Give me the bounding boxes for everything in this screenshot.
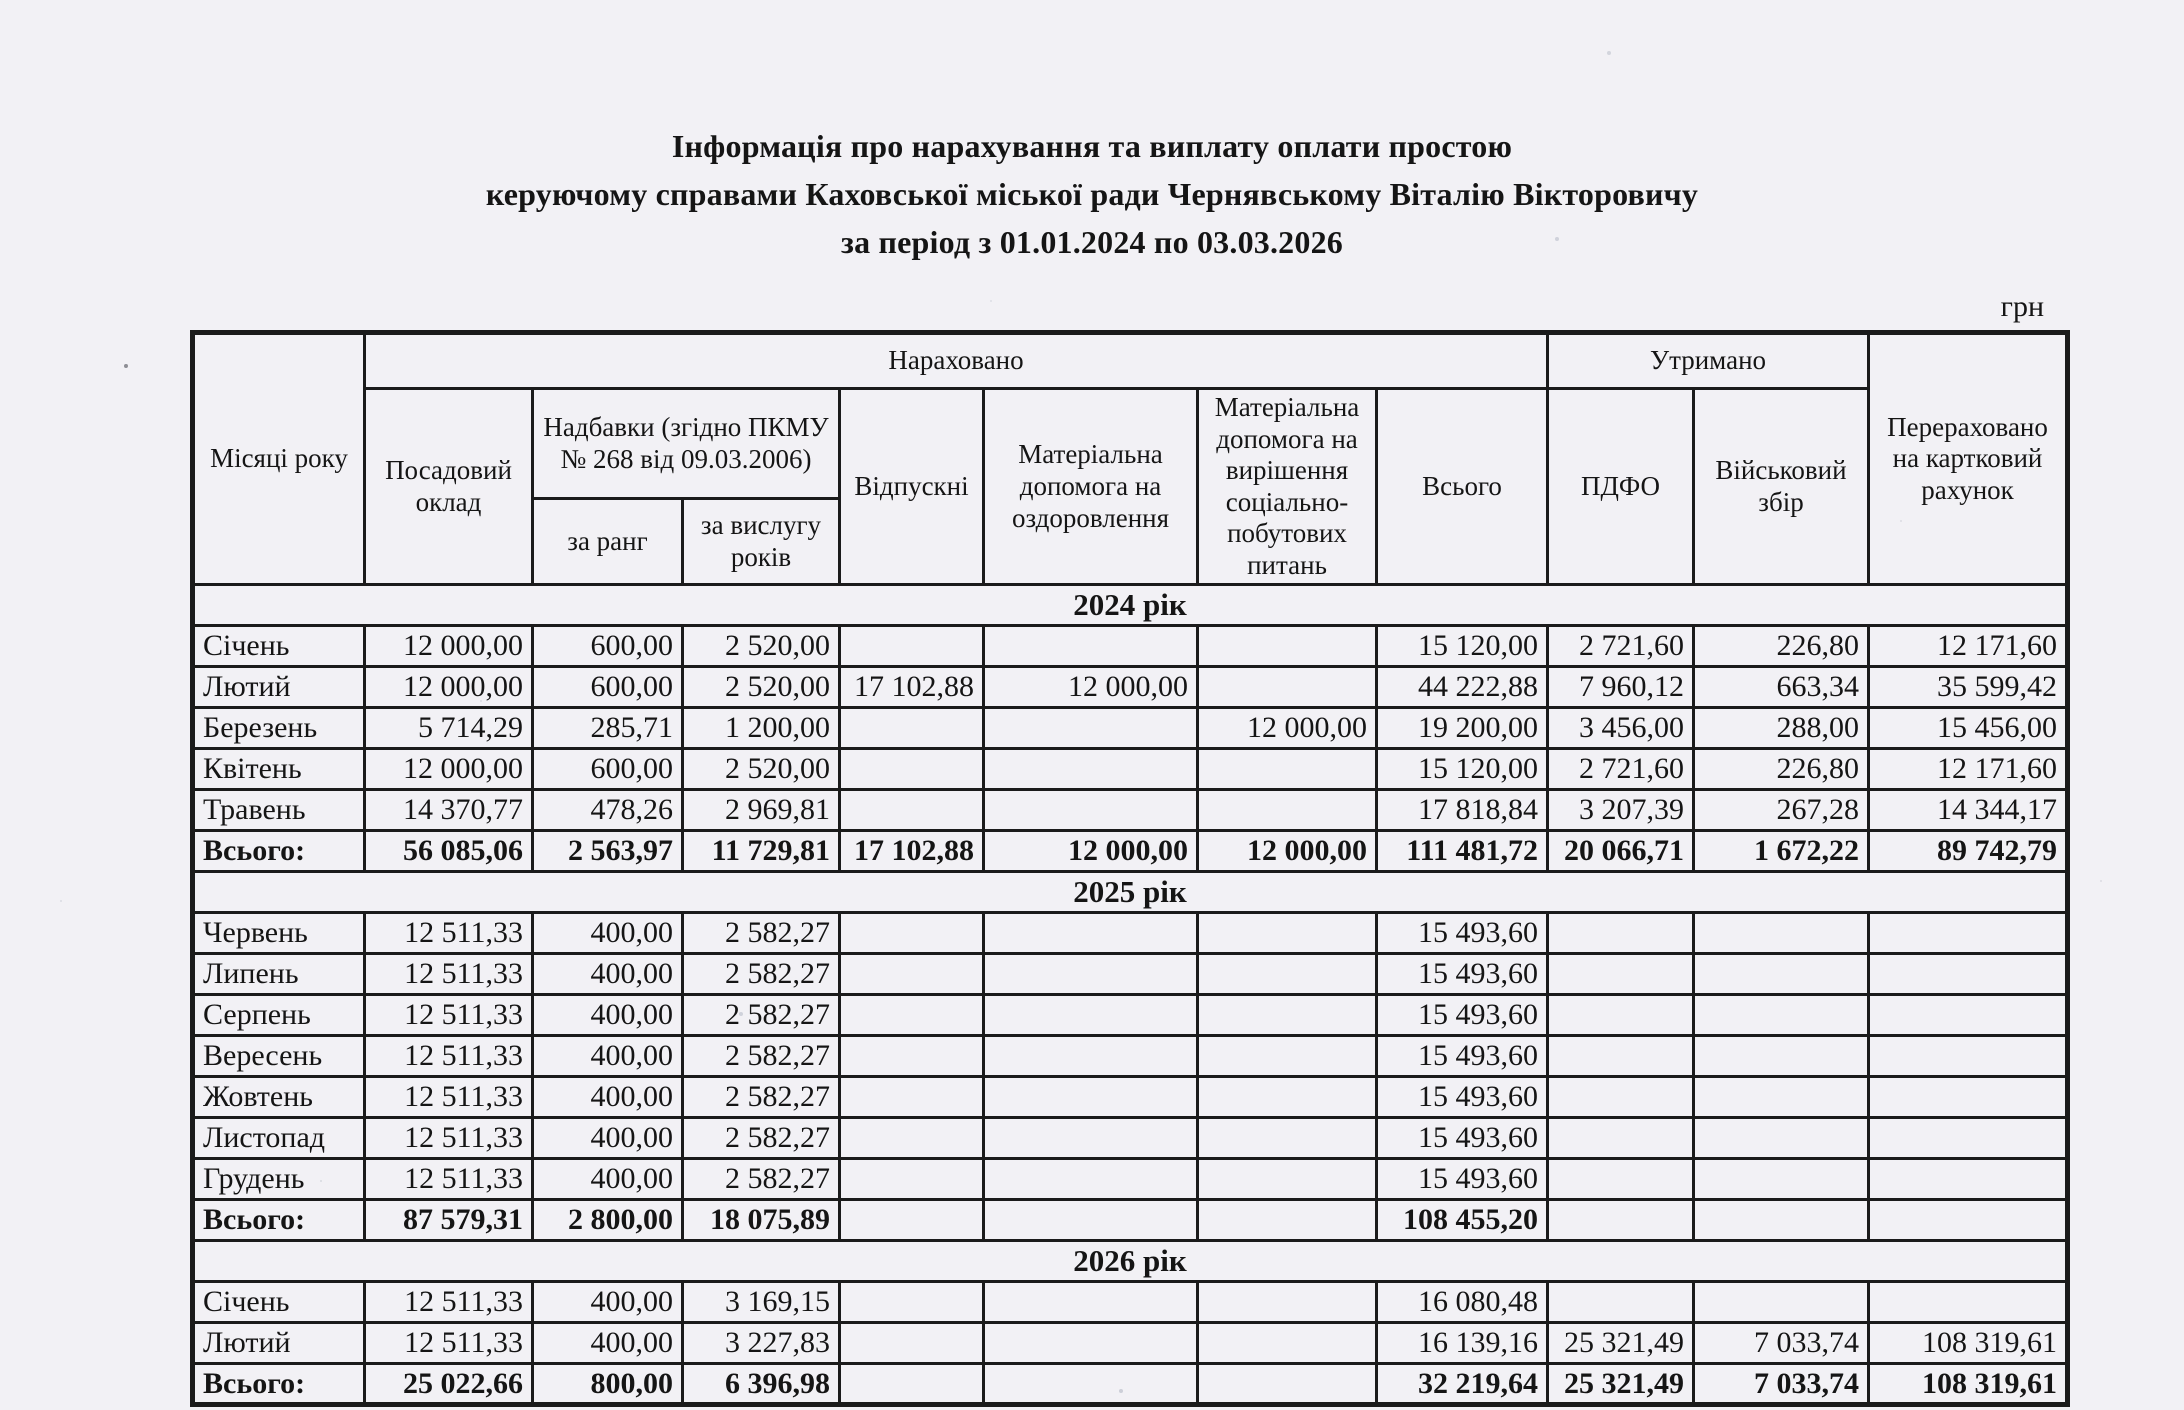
value-cell: 2 800,00 bbox=[533, 1200, 683, 1241]
value-cell bbox=[1198, 1118, 1377, 1159]
header-seniority: за вислугу років bbox=[683, 499, 840, 585]
value-cell bbox=[1548, 1077, 1694, 1118]
value-cell: 108 319,61 bbox=[1869, 1323, 2068, 1364]
value-cell bbox=[1694, 913, 1869, 954]
month-cell: Вересень bbox=[193, 1036, 365, 1077]
value-cell: 7 960,12 bbox=[1548, 667, 1694, 708]
value-cell bbox=[1694, 1200, 1869, 1241]
month-cell: Лютий bbox=[193, 667, 365, 708]
value-cell bbox=[984, 708, 1198, 749]
scan-speckles bbox=[0, 0, 2, 2]
value-cell: 2 582,27 bbox=[683, 1118, 840, 1159]
month-cell: Липень bbox=[193, 954, 365, 995]
value-cell: 12 511,33 bbox=[365, 1118, 533, 1159]
value-cell bbox=[1198, 1364, 1377, 1405]
value-cell bbox=[984, 790, 1198, 831]
value-cell bbox=[1694, 1282, 1869, 1323]
value-cell: 1 200,00 bbox=[683, 708, 840, 749]
header-vacation: Відпускні bbox=[840, 389, 984, 585]
value-cell: 12 000,00 bbox=[365, 626, 533, 667]
title-line-2: керуючому справами Каховської міської ради Чернявському Віталію Вікторовичу bbox=[485, 176, 1699, 212]
value-cell bbox=[1198, 626, 1377, 667]
value-cell: 3 456,00 bbox=[1548, 708, 1694, 749]
value-cell: 400,00 bbox=[533, 1036, 683, 1077]
value-cell bbox=[1548, 995, 1694, 1036]
header-rank: за ранг bbox=[533, 499, 683, 585]
value-cell bbox=[840, 954, 984, 995]
value-cell: 3 207,39 bbox=[1548, 790, 1694, 831]
value-cell: 12 000,00 bbox=[984, 831, 1198, 872]
value-cell: 226,80 bbox=[1694, 626, 1869, 667]
value-cell bbox=[1198, 913, 1377, 954]
value-cell bbox=[840, 913, 984, 954]
value-cell bbox=[984, 1118, 1198, 1159]
value-cell: 12 000,00 bbox=[1198, 708, 1377, 749]
header-transferred: Перераховано на картковий рахунок bbox=[1869, 333, 2068, 585]
value-cell: 15 493,60 bbox=[1377, 1159, 1548, 1200]
value-cell: 6 396,98 bbox=[683, 1364, 840, 1405]
value-cell: 7 033,74 bbox=[1694, 1323, 1869, 1364]
value-cell: 2 520,00 bbox=[683, 626, 840, 667]
value-cell: 12 511,33 bbox=[365, 1036, 533, 1077]
value-cell: 35 599,42 bbox=[1869, 667, 2068, 708]
value-cell bbox=[1694, 1077, 1869, 1118]
month-cell: Грудень bbox=[193, 1159, 365, 1200]
value-cell bbox=[1548, 954, 1694, 995]
value-cell bbox=[984, 1159, 1198, 1200]
value-cell: 2 582,27 bbox=[683, 913, 840, 954]
value-cell: 3 169,15 bbox=[683, 1282, 840, 1323]
value-cell: 25 022,66 bbox=[365, 1364, 533, 1405]
value-cell: 15 493,60 bbox=[1377, 1118, 1548, 1159]
value-cell: 108 455,20 bbox=[1377, 1200, 1548, 1241]
value-cell: 663,34 bbox=[1694, 667, 1869, 708]
value-cell bbox=[1548, 1200, 1694, 1241]
value-cell: 44 222,88 bbox=[1377, 667, 1548, 708]
value-cell: 288,00 bbox=[1694, 708, 1869, 749]
value-cell: 2 582,27 bbox=[683, 1159, 840, 1200]
value-cell: 15 456,00 bbox=[1869, 708, 2068, 749]
value-cell: 108 319,61 bbox=[1869, 1364, 2068, 1405]
value-cell bbox=[1198, 1323, 1377, 1364]
value-cell: 15 120,00 bbox=[1377, 626, 1548, 667]
value-cell: 800,00 bbox=[533, 1364, 683, 1405]
value-cell: 5 714,29 bbox=[365, 708, 533, 749]
value-cell: 12 000,00 bbox=[365, 667, 533, 708]
value-cell: 12 171,60 bbox=[1869, 749, 2068, 790]
value-cell: 17 818,84 bbox=[1377, 790, 1548, 831]
value-cell: 19 200,00 bbox=[1377, 708, 1548, 749]
value-cell bbox=[984, 1036, 1198, 1077]
value-cell bbox=[1548, 1036, 1694, 1077]
value-cell bbox=[1198, 1282, 1377, 1323]
header-months: Місяці року bbox=[193, 333, 365, 585]
month-cell: Січень bbox=[193, 626, 365, 667]
value-cell: 12 000,00 bbox=[365, 749, 533, 790]
value-cell: 25 321,49 bbox=[1548, 1323, 1694, 1364]
value-cell: 12 171,60 bbox=[1869, 626, 2068, 667]
month-cell: Червень bbox=[193, 913, 365, 954]
value-cell: 400,00 bbox=[533, 1159, 683, 1200]
document-title bbox=[0, 122, 2184, 266]
value-cell bbox=[984, 626, 1198, 667]
value-cell bbox=[1694, 1159, 1869, 1200]
value-cell: 12 000,00 bbox=[984, 667, 1198, 708]
value-cell: 400,00 bbox=[533, 1323, 683, 1364]
value-cell bbox=[984, 954, 1198, 995]
value-cell: 2 582,27 bbox=[683, 1036, 840, 1077]
value-cell bbox=[1869, 1159, 2068, 1200]
value-cell bbox=[1869, 1282, 2068, 1323]
value-cell bbox=[1869, 954, 2068, 995]
header-material-health: Матеріальна допомога на оздоровлення bbox=[984, 389, 1198, 585]
value-cell: 17 102,88 bbox=[840, 831, 984, 872]
value-cell: 2 520,00 bbox=[683, 667, 840, 708]
header-pdfo: ПДФО bbox=[1548, 389, 1694, 585]
value-cell bbox=[840, 1200, 984, 1241]
value-cell bbox=[1198, 790, 1377, 831]
value-cell: 2 520,00 bbox=[683, 749, 840, 790]
value-cell bbox=[984, 913, 1198, 954]
header-salary: Посадовий оклад bbox=[365, 389, 533, 585]
value-cell: 56 085,06 bbox=[365, 831, 533, 872]
value-cell bbox=[840, 749, 984, 790]
value-cell bbox=[1869, 1118, 2068, 1159]
month-cell: Листопад bbox=[193, 1118, 365, 1159]
year-band: 2024 рік bbox=[193, 585, 2068, 626]
value-cell bbox=[1198, 954, 1377, 995]
month-cell: Січень bbox=[193, 1282, 365, 1323]
value-cell: 17 102,88 bbox=[840, 667, 984, 708]
value-cell: 87 579,31 bbox=[365, 1200, 533, 1241]
value-cell: 25 321,49 bbox=[1548, 1364, 1694, 1405]
value-cell bbox=[1694, 1036, 1869, 1077]
value-cell bbox=[1869, 1036, 2068, 1077]
value-cell bbox=[1198, 1200, 1377, 1241]
value-cell: 400,00 bbox=[533, 1118, 683, 1159]
value-cell: 400,00 bbox=[533, 913, 683, 954]
value-cell: 12 511,33 bbox=[365, 1159, 533, 1200]
value-cell bbox=[984, 1282, 1198, 1323]
value-cell bbox=[840, 1118, 984, 1159]
header-total: Всього bbox=[1377, 389, 1548, 585]
value-cell bbox=[1694, 1118, 1869, 1159]
value-cell: 20 066,71 bbox=[1548, 831, 1694, 872]
value-cell bbox=[840, 1323, 984, 1364]
value-cell bbox=[840, 1077, 984, 1118]
value-cell: 15 493,60 bbox=[1377, 913, 1548, 954]
value-cell: 1 672,22 bbox=[1694, 831, 1869, 872]
value-cell: 600,00 bbox=[533, 626, 683, 667]
value-cell bbox=[1869, 995, 2068, 1036]
value-cell bbox=[1198, 1036, 1377, 1077]
value-cell: 7 033,74 bbox=[1694, 1364, 1869, 1405]
value-cell: 600,00 bbox=[533, 749, 683, 790]
value-cell: 18 075,89 bbox=[683, 1200, 840, 1241]
value-cell bbox=[840, 1159, 984, 1200]
value-cell: 2 582,27 bbox=[683, 954, 840, 995]
value-cell: 16 080,48 bbox=[1377, 1282, 1548, 1323]
value-cell: 478,26 bbox=[533, 790, 683, 831]
value-cell: 2 969,81 bbox=[683, 790, 840, 831]
value-cell: 226,80 bbox=[1694, 749, 1869, 790]
value-cell: 15 120,00 bbox=[1377, 749, 1548, 790]
value-cell: 11 729,81 bbox=[683, 831, 840, 872]
value-cell: 14 370,77 bbox=[365, 790, 533, 831]
value-cell bbox=[1198, 995, 1377, 1036]
header-material-social: Матеріальна допомога на вирішення соціально-побутових питань bbox=[1198, 389, 1377, 585]
value-cell bbox=[840, 1364, 984, 1405]
month-cell: Березень bbox=[193, 708, 365, 749]
salary-table bbox=[190, 330, 2070, 1407]
value-cell bbox=[1198, 1077, 1377, 1118]
value-cell: 12 000,00 bbox=[1198, 831, 1377, 872]
value-cell: 3 227,83 bbox=[683, 1323, 840, 1364]
value-cell bbox=[1548, 913, 1694, 954]
value-cell bbox=[1869, 913, 2068, 954]
value-cell: 15 493,60 bbox=[1377, 1077, 1548, 1118]
value-cell: 285,71 bbox=[533, 708, 683, 749]
value-cell: 400,00 bbox=[533, 1077, 683, 1118]
value-cell: 15 493,60 bbox=[1377, 1036, 1548, 1077]
value-cell bbox=[840, 790, 984, 831]
value-cell bbox=[840, 626, 984, 667]
value-cell: 600,00 bbox=[533, 667, 683, 708]
value-cell bbox=[1548, 1282, 1694, 1323]
value-cell: 2 582,27 bbox=[683, 1077, 840, 1118]
value-cell: 2 721,60 bbox=[1548, 749, 1694, 790]
value-cell: 12 511,33 bbox=[365, 913, 533, 954]
value-cell: 12 511,33 bbox=[365, 1323, 533, 1364]
value-cell bbox=[1694, 954, 1869, 995]
year-band: 2025 рік bbox=[193, 872, 2068, 913]
header-group-withheld: Утримано bbox=[1548, 333, 1869, 389]
value-cell: 15 493,60 bbox=[1377, 954, 1548, 995]
value-cell bbox=[840, 995, 984, 1036]
value-cell bbox=[1869, 1200, 2068, 1241]
header-allowances-group: Надбавки (згідно ПКМУ № 268 від 09.03.2006) bbox=[533, 389, 840, 499]
header-military: Військовий збір bbox=[1694, 389, 1869, 585]
value-cell bbox=[984, 749, 1198, 790]
value-cell bbox=[1548, 1159, 1694, 1200]
value-cell: 12 511,33 bbox=[365, 1282, 533, 1323]
value-cell: 400,00 bbox=[533, 995, 683, 1036]
value-cell: 12 511,33 bbox=[365, 1077, 533, 1118]
value-cell: 32 219,64 bbox=[1377, 1364, 1548, 1405]
total-label-cell: Всього: bbox=[193, 831, 365, 872]
value-cell bbox=[1198, 1159, 1377, 1200]
value-cell bbox=[1198, 667, 1377, 708]
month-cell: Лютий bbox=[193, 1323, 365, 1364]
value-cell bbox=[984, 1323, 1198, 1364]
value-cell bbox=[840, 1282, 984, 1323]
value-cell: 16 139,16 bbox=[1377, 1323, 1548, 1364]
total-label-cell: Всього: bbox=[193, 1364, 365, 1405]
value-cell bbox=[840, 1036, 984, 1077]
value-cell: 267,28 bbox=[1694, 790, 1869, 831]
value-cell: 400,00 bbox=[533, 1282, 683, 1323]
table-body bbox=[193, 585, 2068, 1405]
year-band: 2026 рік bbox=[193, 1241, 2068, 1282]
value-cell: 111 481,72 bbox=[1377, 831, 1548, 872]
title-line-3: за період з 01.01.2024 по 03.03.2026 bbox=[841, 224, 1343, 260]
value-cell: 89 742,79 bbox=[1869, 831, 2068, 872]
month-cell: Квітень bbox=[193, 749, 365, 790]
value-cell: 12 511,33 bbox=[365, 954, 533, 995]
value-cell bbox=[984, 1364, 1198, 1405]
value-cell: 400,00 bbox=[533, 954, 683, 995]
total-label-cell: Всього: bbox=[193, 1200, 365, 1241]
value-cell: 14 344,17 bbox=[1869, 790, 2068, 831]
value-cell bbox=[840, 708, 984, 749]
currency-unit-label: грн bbox=[2000, 290, 2044, 323]
month-cell: Травень bbox=[193, 790, 365, 831]
month-cell: Серпень bbox=[193, 995, 365, 1036]
value-cell bbox=[984, 1200, 1198, 1241]
month-cell: Жовтень bbox=[193, 1077, 365, 1118]
value-cell: 2 721,60 bbox=[1548, 626, 1694, 667]
value-cell bbox=[1869, 1077, 2068, 1118]
value-cell bbox=[1694, 995, 1869, 1036]
header-group-accrued: Нараховано bbox=[365, 333, 1548, 389]
value-cell bbox=[1548, 1118, 1694, 1159]
value-cell: 2 582,27 bbox=[683, 995, 840, 1036]
title-line-1: Інформація про нарахування та виплату оплати простою bbox=[671, 128, 1513, 164]
value-cell: 15 493,60 bbox=[1377, 995, 1548, 1036]
value-cell: 12 511,33 bbox=[365, 995, 533, 1036]
value-cell bbox=[1198, 749, 1377, 790]
value-cell bbox=[984, 995, 1198, 1036]
value-cell: 2 563,97 bbox=[533, 831, 683, 872]
value-cell bbox=[984, 1077, 1198, 1118]
